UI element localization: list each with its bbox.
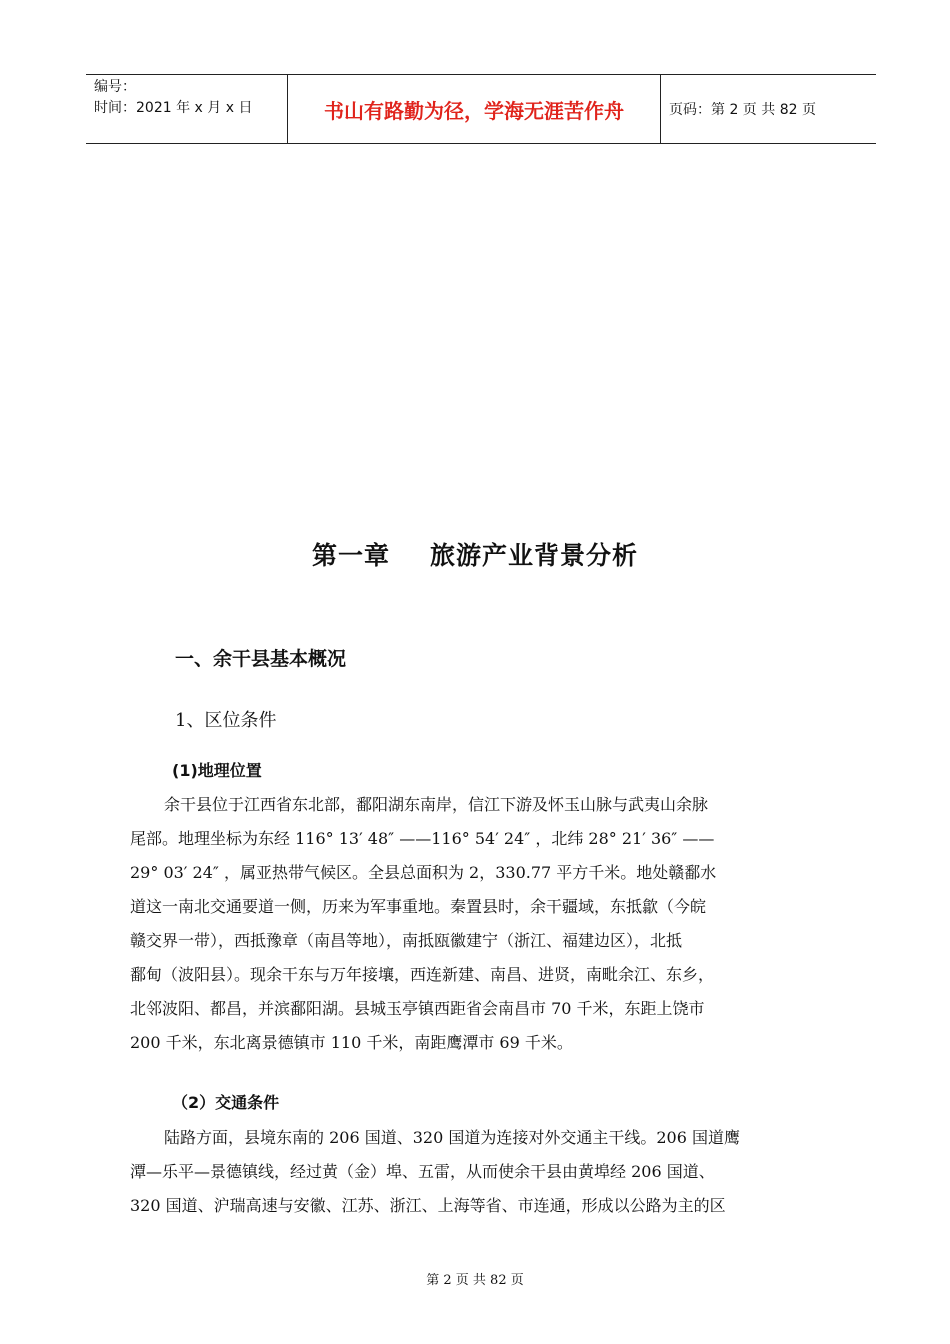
chapter-heading	[0, 536, 950, 572]
header-divider	[660, 75, 661, 143]
chapter-title: 旅游产业背景分析	[430, 541, 639, 570]
text-line: 陆路方面，县境东南的 206 国道、320 国道为连接对外交通主干线。206 国道鹰	[164, 1128, 740, 1147]
text-line: 北邻波阳、都昌，并滨鄱阳湖。县城玉亭镇西距省会南昌市 70 千米，东距上饶市	[130, 999, 705, 1018]
geo-paragraph	[130, 788, 850, 1060]
header-motto: 书山有路勤为径，学海无涯苦作舟	[324, 98, 624, 123]
text-line: 尾部。地理坐标为东经 116° 13′ 48″ ——116° 54′ 24″ ，北纬 28° 21′ 36″ ——	[130, 829, 715, 848]
page-footer: 第 2 页 共 82 页	[426, 1273, 524, 1288]
traffic-title: （2）交通条件	[172, 1093, 280, 1112]
subsection-heading: 1、区位条件	[175, 710, 277, 731]
text-line: 320 国道、沪瑞高速与安徽、江苏、浙江、上海等省、市连通，形成以公路为主的区	[130, 1196, 726, 1215]
text-line: 200 千米，东北离景德镇市 110 千米，南距鹰潭市 69 千米。	[130, 1033, 573, 1052]
text-line: 赣交界一带），西抵豫章（南昌等地），南抵瓯徽建宁（浙江、福建边区），北抵	[130, 931, 683, 950]
text-line: 29° 03′ 24″ ，属亚热带气候区。全县总面积为 2，330.77 平方千米。地处赣鄱水	[130, 863, 717, 882]
time-label: 时间：2021 年 x 月 x 日	[94, 100, 253, 116]
page-header	[86, 74, 876, 144]
number-label: 编号：	[94, 79, 136, 95]
traffic-paragraph	[130, 1121, 850, 1223]
section-heading: 一、余干县基本概况	[175, 648, 347, 670]
text-line: 鄱甸（波阳县）。现余干东与万年接壤，西连新建、南昌、进贤，南毗余江、东乡，	[130, 965, 715, 984]
text-line: 潭—乐平—景德镇线，经过黄（金）埠、五雷，从而使余干县由黄埠经 206 国道、	[130, 1162, 715, 1181]
text-line: 余干县位于江西省东北部，鄱阳湖东南岸，信江下游及怀玉山脉与武夷山余脉	[164, 795, 709, 814]
header-page-info: 页码：第 2 页 共 82 页	[669, 102, 816, 118]
text-line: 道这一南北交通要道一侧，历来为军事重地。秦置县时，余干疆域，东抵歙（今皖	[130, 897, 707, 916]
chapter-number: 第一章	[311, 541, 390, 570]
geo-title: (1)地理位置	[172, 761, 262, 780]
header-meta	[94, 77, 252, 119]
